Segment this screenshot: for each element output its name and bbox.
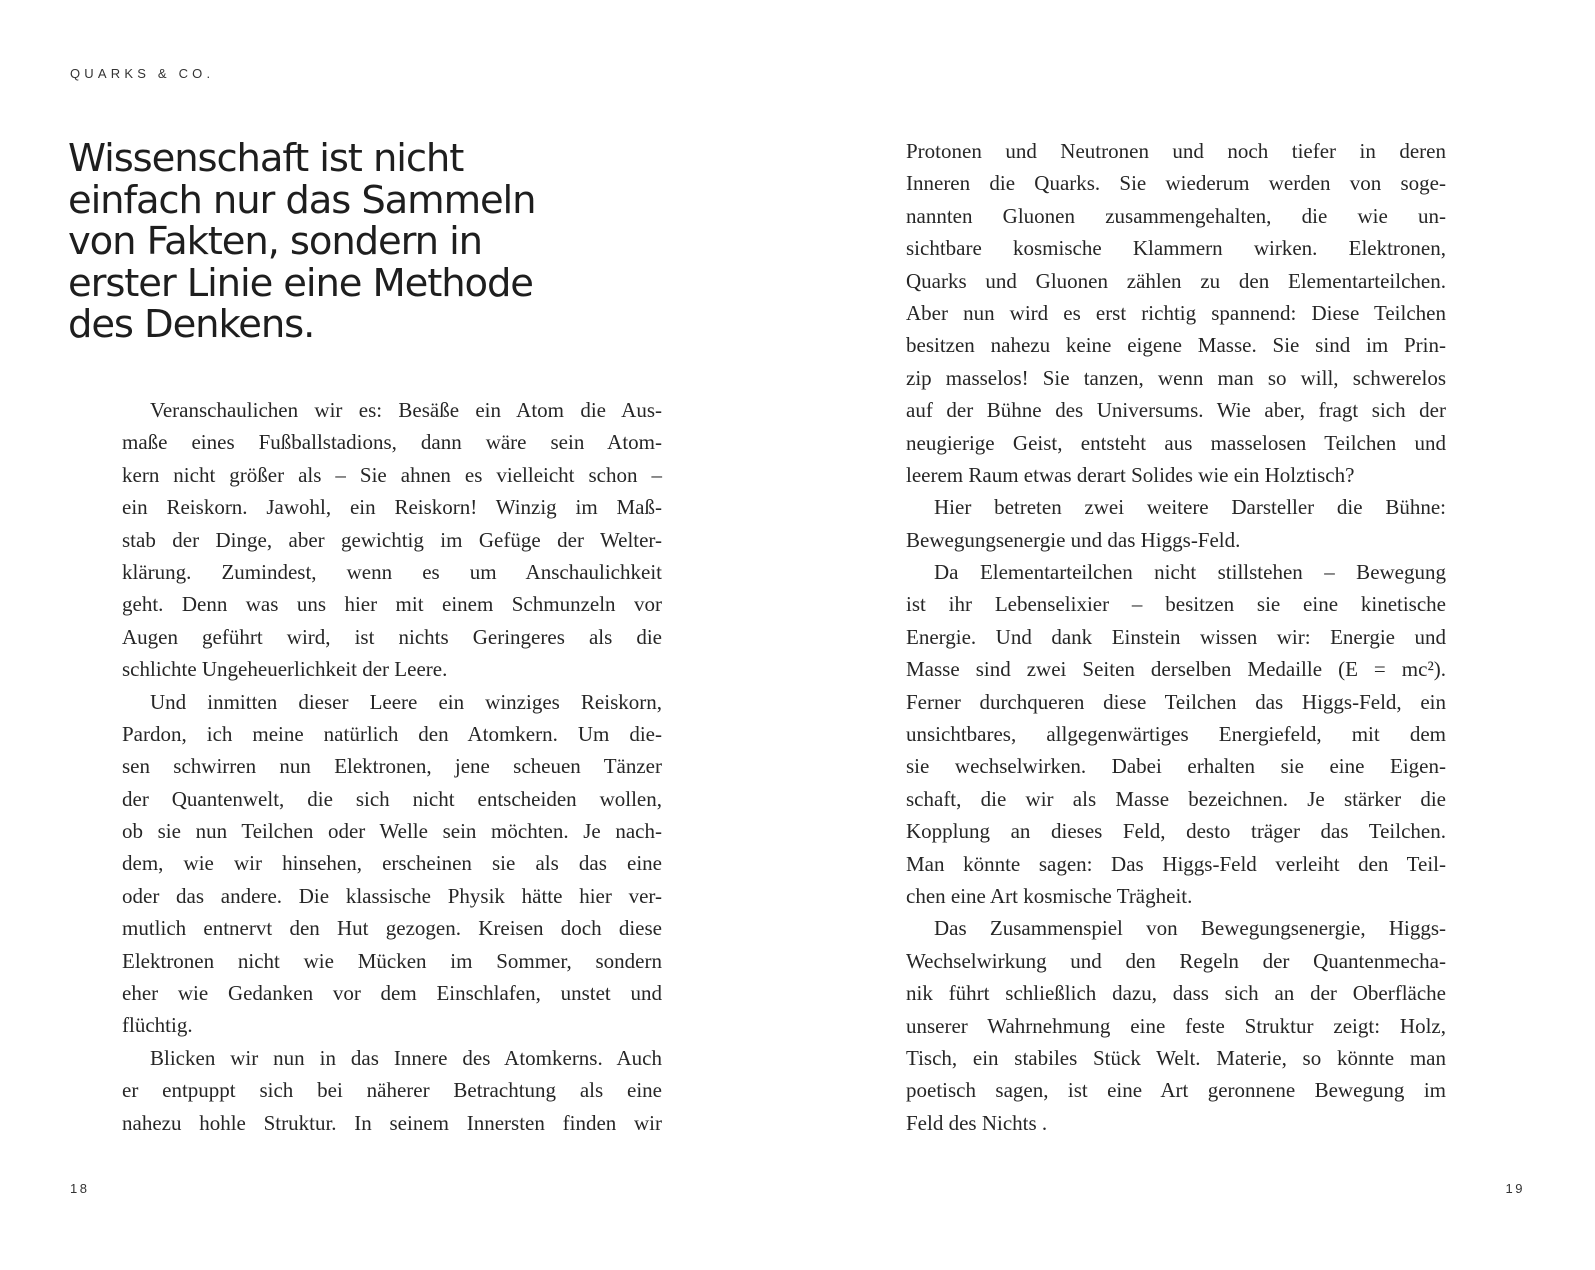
text-line: er entpuppt sich bei näherer Betrachtung als eine: [122, 1078, 662, 1103]
text-line: oder das andere. Die klassische Physik hätte hier ver-: [122, 883, 662, 908]
text-line: Da Elementarteilchen nicht stillstehen – Bewegung: [934, 560, 1446, 585]
headline-line: des Denkens.: [68, 302, 315, 347]
text-line: maße eines Fußballstadions, dann wäre sein Atom-: [122, 430, 662, 455]
text-line: ist ihr Lebenselixier – besitzen sie eine kinetische: [906, 592, 1446, 617]
text-line: Ferner durchqueren diese Teilchen das Higgs-Feld, ein: [906, 689, 1446, 714]
text-line: mutlich entnervt den Hut gezogen. Kreisen doch diese: [122, 916, 662, 941]
text-line: neugierige Geist, entsteht aus masselosen Teilchen und: [906, 430, 1446, 455]
text-line: schaft, die wir als Masse bezeichnen. Je stärker die: [906, 786, 1446, 811]
text-line: klärung. Zumindest, wenn es um Anschaulichkeit: [122, 559, 662, 584]
headline-line: erster Linie eine Methode: [68, 260, 533, 306]
text-line: Inneren die Quarks. Sie wiederum werden von soge-: [906, 171, 1446, 196]
text-line: nahezu hohle Struktur. In seinem Innersten finden wir: [122, 1110, 662, 1135]
text-line: chen eine Art kosmische Trägheit.: [906, 883, 1193, 908]
text-line: sen schwirren nun Elektronen, jene scheuen Tänzer: [122, 754, 662, 779]
right-page: [797, 0, 1595, 1270]
text-line: leerem Raum etwas derart Solides wie ein Holztisch?: [906, 462, 1355, 487]
text-line: Bewegungsenergie und das Higgs-Feld.: [906, 527, 1241, 552]
text-line: auf der Bühne des Universums. Wie aber, fragt sich der: [906, 398, 1446, 423]
text-line: Quarks und Gluonen zählen zu den Elementarteilchen.: [906, 268, 1446, 293]
text-line: stab der Dinge, aber gewichtig im Gefüge der Welter-: [122, 527, 662, 552]
text-line: Veranschaulichen wir es: Besäße ein Atom die Aus-: [150, 398, 662, 422]
headline: [68, 138, 628, 346]
text-line: Energie. Und dank Einstein wissen wir: Energie und: [906, 624, 1446, 649]
text-line: zip masselos! Sie tanzen, wenn man so will, schwerelos: [906, 365, 1446, 390]
left-page: [0, 0, 797, 1270]
text-line: dem, wie wir hinsehen, erscheinen sie als das eine: [122, 851, 662, 876]
text-line: schlichte Ungeheuerlichkeit der Leere.: [122, 657, 448, 682]
running-head: QUARKS & CO.: [70, 66, 215, 81]
text-line: kern nicht größer als – Sie ahnen es vielleicht schon –: [122, 462, 662, 487]
text-line: geht. Denn was uns hier mit einem Schmunzeln vor: [122, 592, 662, 617]
text-line: Hier betreten zwei weitere Darsteller die Bühne:: [934, 495, 1446, 520]
text-line: nannten Gluonen zusammengehalten, die wie un-: [906, 203, 1446, 228]
text-line: flüchtig.: [122, 1013, 193, 1038]
text-line: sie wechselwirken. Dabei erhalten sie eine Eigen-: [906, 754, 1446, 779]
text-line: unsichtbares, allgegenwärtiges Energiefeld, mit dem: [906, 722, 1446, 747]
text-line: eher wie Gedanken vor dem Einschlafen, unstet und: [122, 981, 662, 1006]
text-line: Pardon, ich meine natürlich den Atomkern. Um die-: [122, 721, 662, 746]
text-line: nik führt schließlich dazu, dass sich an der Oberfläche: [906, 981, 1446, 1006]
text-line: Protonen und Neutronen und noch tiefer in deren: [906, 139, 1446, 163]
text-line: Man könnte sagen: Das Higgs-Feld verleiht den Teil-: [906, 851, 1446, 876]
body-text-left: [122, 394, 662, 1139]
text-line: Tisch, ein stabiles Stück Welt. Materie, so könnte man: [906, 1045, 1446, 1070]
text-line: Masse sind zwei Seiten derselben Medaille (E = mc²).: [906, 657, 1446, 682]
text-line: Das Zusammenspiel von Bewegungsenergie, Higgs-: [934, 916, 1446, 941]
text-line: ein Reiskorn. Jawohl, ein Reiskorn! Winzig im Maß-: [122, 495, 662, 520]
page-number-right: 19: [1505, 1181, 1525, 1196]
body-text-right: [906, 135, 1446, 1139]
text-line: unserer Wahrnehmung eine feste Struktur zeigt: Holz,: [906, 1013, 1446, 1038]
text-line: Elektronen nicht wie Mücken im Sommer, sondern: [122, 948, 662, 973]
text-line: Aber nun wird es erst richtig spannend: Diese Teilchen: [906, 300, 1446, 325]
headline-line: von Fakten, sondern in: [68, 219, 482, 264]
headline-line: einfach nur das Sammeln: [68, 177, 536, 223]
text-line: Und inmitten dieser Leere ein winziges Reiskorn,: [150, 689, 662, 714]
text-line: der Quantenwelt, die sich nicht entscheiden wollen,: [122, 786, 662, 811]
text-line: poetisch sagen, ist eine Art geronnene Bewegung im: [906, 1078, 1446, 1103]
text-line: Augen geführt wird, ist nichts Geringeres als die: [122, 624, 662, 649]
text-line: besitzen nahezu keine eigene Masse. Sie sind im Prin-: [906, 333, 1446, 358]
text-line: Blicken wir nun in das Innere des Atomkerns. Auch: [150, 1045, 662, 1070]
headline-line: Wissenschaft ist nicht: [68, 136, 464, 181]
text-line: ob sie nun Teilchen oder Welle sein möchten. Je nach-: [122, 819, 662, 844]
page-number-left: 18: [70, 1181, 90, 1196]
text-line: Feld des Nichts .: [906, 1110, 1048, 1135]
text-line: Kopplung an dieses Feld, desto träger das Teilchen.: [906, 819, 1446, 844]
text-line: Wechselwirkung und den Regeln der Quantenmecha-: [906, 948, 1446, 973]
text-line: sichtbare kosmische Klammern wirken. Elektronen,: [906, 236, 1446, 261]
